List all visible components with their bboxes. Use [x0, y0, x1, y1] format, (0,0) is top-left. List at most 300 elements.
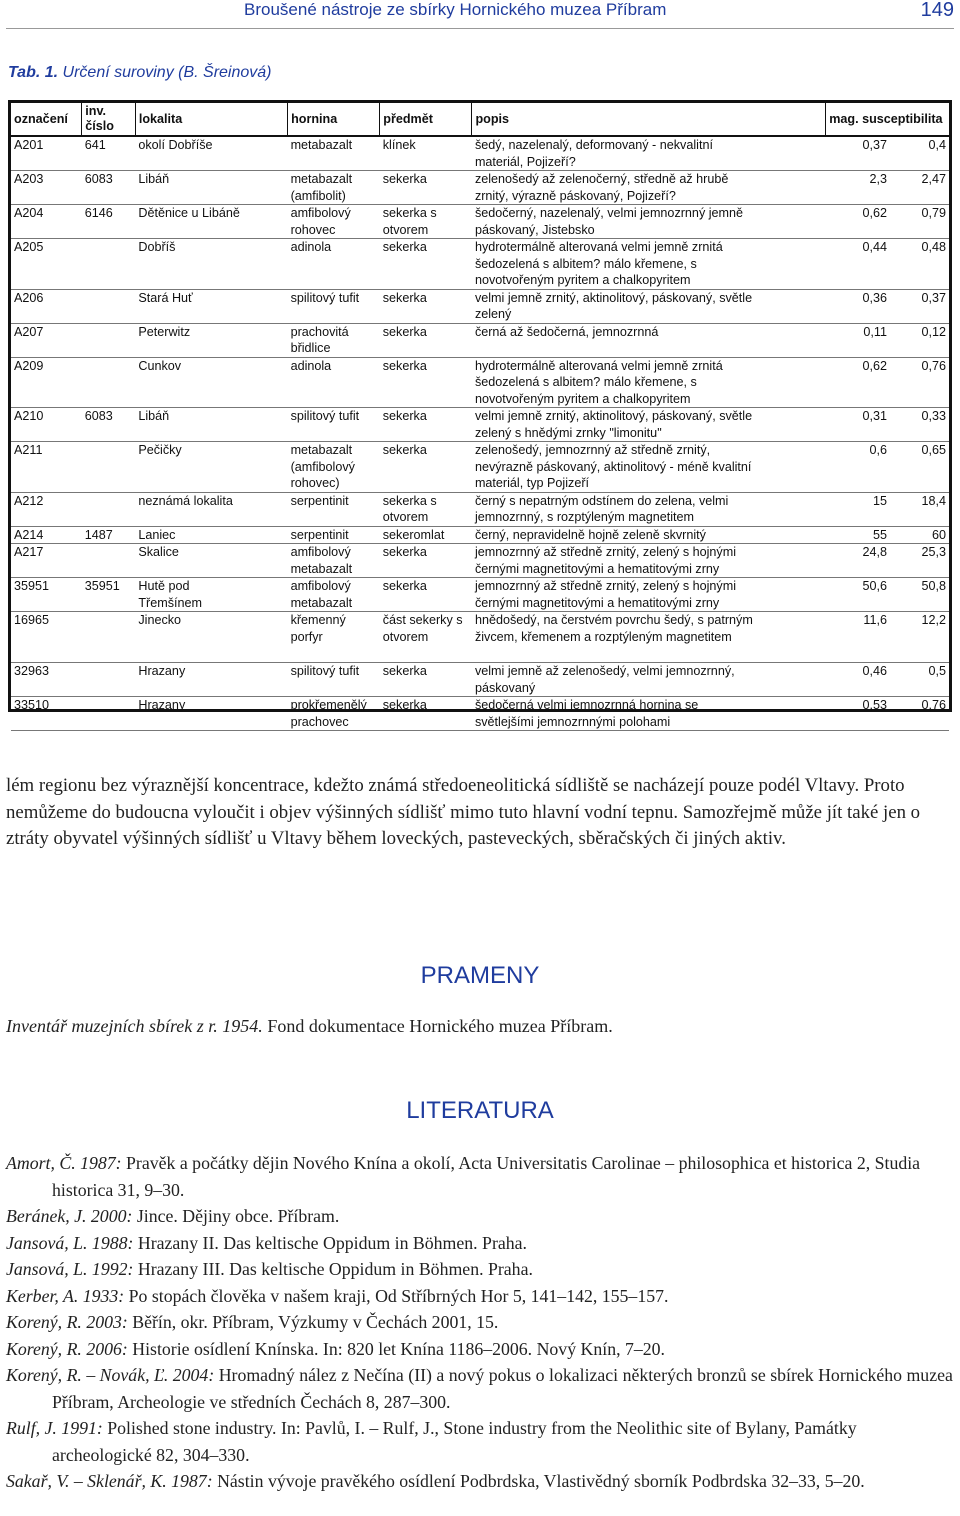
cell-inv-cislo	[82, 205, 136, 239]
cell-line: spilitový tufit	[290, 664, 360, 678]
cell-oznaceni	[11, 578, 82, 612]
cell-inv-cislo	[82, 323, 136, 357]
cell-line: sekerka	[382, 172, 427, 186]
cell-line: Cunkov	[138, 358, 182, 373]
cell-line: 15	[872, 493, 887, 508]
cell-line: sekerka	[382, 240, 427, 254]
cell-line: materiál, Pojizeří?	[474, 154, 576, 169]
cell-line: páskovaný	[474, 680, 536, 695]
cell-hornina	[288, 239, 380, 290]
cell-popis	[472, 205, 826, 239]
cell-line: jemnozrnný až středně zrnitý, zelený s hojnými	[474, 579, 737, 593]
cell-line: prachovitá	[290, 324, 349, 339]
reference-item	[6, 1468, 956, 1495]
cell-line: 35951	[14, 579, 50, 593]
cell-inv-cislo	[82, 357, 136, 408]
source-list	[6, 1016, 613, 1037]
source-item-author: Inventář muzejních sbírek z r. 1954.	[6, 1016, 263, 1036]
cell-line: Jinecko	[138, 613, 182, 627]
cell-inv-cislo	[82, 578, 136, 612]
cell-predmet	[380, 663, 472, 697]
cell-predmet	[380, 289, 472, 323]
cell-line: sekerka s	[382, 493, 437, 508]
cell-predmet	[380, 492, 472, 526]
cell-line: amfibolový	[290, 206, 351, 220]
cell-line: šedočerný, nazelenalý, velmi jemnozrnný jemně	[474, 206, 744, 220]
cell-mag-2	[890, 323, 949, 357]
cell-inv-cislo	[82, 136, 136, 171]
cell-line: sekerka	[382, 409, 427, 423]
cell-popis	[472, 697, 826, 731]
cell-line: sekerka	[382, 698, 427, 712]
cell-line: neznámá lokalita	[138, 493, 233, 508]
cell-line: velmi jemně zrnitý, aktinolitový, páskovaný, světle	[474, 290, 753, 305]
cell-line: černý, nepravidelně hojně zeleně skvrnitý	[474, 527, 706, 542]
cell-popis	[472, 289, 826, 323]
table-row	[11, 205, 949, 239]
cell-line: hnědošedý, na čerstvém povrchu šedý, s patrným	[474, 613, 753, 627]
table-row	[11, 289, 949, 323]
cell-line: Stará Huť	[138, 290, 193, 305]
cell-line: 0,48	[921, 240, 946, 254]
reference-text: Po stopách člověka v našem kraji, Od Stříbrných Hor 5, 141–142, 155–157.	[124, 1285, 669, 1306]
reference-author-year: Jansová, L. 1988:	[6, 1232, 134, 1253]
cell-line: černý s nepatrným odstínem do zelena, velmi	[474, 493, 729, 508]
reference-text: Pravěk a počátky dějin Nového Knína a okolí, Acta Universitatis Carolinae – philosophica et historica 2, Studia historica 31, 9–30.	[52, 1153, 921, 1200]
cell-line: metabazalt	[290, 138, 353, 152]
cell-hornina	[288, 612, 380, 663]
cell-line: 0,65	[921, 443, 946, 457]
body-paragraph: lém regionu bez výraznější koncentrace, kdežto známá středoeneolitická sídliště se nacházejí pouze podél Vltavy. Proto nemůžeme do budoucna vyloučit i objev výšinných sídlišť mimo tuto hlavní vodní tepnu. Samozřejmě může jít také jen o ztráty obyvatel výšinných sídlišť u Vltavy během loveckých, pasteveckých, sběračských či jiných aktiv.	[6, 775, 921, 849]
cell-hornina	[288, 205, 380, 239]
cell-line: A206	[14, 290, 44, 305]
cell-oznaceni	[11, 323, 82, 357]
cell-line: Dobříš	[138, 240, 176, 254]
cell-line: 0,11	[863, 324, 887, 339]
cell-oznaceni	[11, 239, 82, 290]
cell-line: 0,62	[862, 358, 887, 373]
table-body	[11, 136, 949, 731]
cell-mag-2	[890, 578, 949, 612]
cell-line: 6083	[84, 172, 113, 186]
cell-hornina	[288, 526, 380, 544]
cell-line: novotvořeným pyritem a chalkopyritem	[474, 391, 691, 406]
cell-line: Hrazany	[138, 664, 186, 678]
cell-mag-1	[826, 239, 890, 290]
cell-line: Pečičky	[138, 443, 182, 457]
col-header-predmet: předmět	[380, 103, 472, 136]
cell-line: páskovaný, Jistebsko	[474, 222, 595, 237]
cell-lokalita	[135, 526, 287, 544]
reference-author-year: Kerber, A. 1933:	[6, 1285, 125, 1306]
reference-text: Historie osídlení Knínska. In: 820 let Knína 1186–2006. Nový Knín, 7–20.	[127, 1338, 665, 1359]
table-row	[11, 663, 949, 697]
cell-oznaceni	[11, 612, 82, 663]
cell-line: 0,44	[862, 240, 887, 254]
cell-line: Libáň	[138, 172, 170, 186]
reference-text: Hromadný nález z Nečína (II) a nový pokus o lokalizaci některých bronzů se sbírek Hornického muzea Příbram, Archeologie ve středních Čechách 8, 287–300.	[52, 1365, 953, 1412]
col-header-hornina: hornina	[288, 103, 380, 136]
cell-line: 50,6	[862, 579, 887, 593]
cell-line: Třemšínem	[138, 595, 203, 610]
cell-line: 60	[931, 527, 946, 542]
table-row	[11, 697, 949, 731]
cell-line: A209	[14, 358, 44, 373]
page-number: 149	[920, 0, 954, 21]
cell-inv-cislo	[82, 697, 136, 731]
cell-hornina	[288, 442, 380, 493]
cell-mag-2	[890, 492, 949, 526]
table-row	[11, 492, 949, 526]
cell-line: šedozelená s albitem? málo křemene, s	[474, 375, 697, 389]
cell-line: (amfibolový	[290, 459, 355, 474]
table-row	[11, 323, 949, 357]
cell-line: černá až šedočerná, jemnozrnná	[474, 324, 659, 339]
cell-hornina	[288, 289, 380, 323]
cell-line: adinola	[290, 240, 332, 254]
reference-author-year: Korený, R. – Novák, Ľ. 2004:	[6, 1365, 215, 1385]
cell-line: 0,6	[869, 443, 887, 457]
cell-line: sekeromlat	[382, 527, 445, 542]
cell-line: část sekerky s	[382, 613, 463, 627]
table-row	[11, 578, 949, 612]
cell-lokalita	[135, 239, 287, 290]
col-header-lokalita: lokalita	[135, 103, 287, 136]
table-row	[11, 526, 949, 544]
table-caption-label: Tab. 1.	[8, 64, 59, 81]
cell-hornina	[288, 171, 380, 205]
cell-hornina	[288, 578, 380, 612]
cell-predmet	[380, 578, 472, 612]
cell-lokalita	[135, 136, 287, 171]
cell-line: 0,5	[928, 664, 946, 678]
cell-popis	[472, 239, 826, 290]
cell-line: Hutě pod	[138, 579, 190, 593]
cell-line: sekerka	[382, 358, 427, 373]
cell-line: 0,76	[921, 698, 946, 712]
cell-lokalita	[135, 289, 287, 323]
cell-oznaceni	[11, 442, 82, 493]
cell-line: živcem, křemenem a rozptýleným magnetitem	[474, 629, 732, 644]
table-caption	[8, 64, 272, 82]
cell-line: 0,53	[862, 698, 887, 712]
reference-item	[6, 1150, 956, 1203]
cell-line: rohovec	[290, 222, 336, 237]
cell-mag-1	[826, 171, 890, 205]
cell-mag-1	[826, 408, 890, 442]
reference-author-year: Sakař, V. – Sklenář, K. 1987:	[6, 1471, 213, 1491]
cell-inv-cislo	[82, 544, 136, 578]
cell-line: A210	[14, 409, 44, 423]
cell-line: amfibolový	[290, 545, 351, 559]
cell-line: Hrazany	[138, 698, 186, 712]
cell-inv-cislo	[82, 289, 136, 323]
cell-popis	[472, 171, 826, 205]
cell-line: 0,4	[928, 138, 946, 152]
cell-hornina	[288, 136, 380, 171]
cell-line: jemnozrnný, s rozptýleným magnetitem	[474, 510, 695, 524]
cell-mag-2	[890, 612, 949, 663]
cell-line: 16965	[14, 613, 50, 627]
cell-line: otvorem	[382, 629, 429, 644]
cell-hornina	[288, 544, 380, 578]
cell-line: sekerka	[382, 664, 427, 678]
cell-line: (amfibolit)	[290, 188, 346, 203]
cell-lokalita	[135, 442, 287, 493]
cell-line: 55	[872, 527, 887, 542]
cell-mag-2	[890, 136, 949, 171]
cell-mag-1	[826, 442, 890, 493]
cell-popis	[472, 492, 826, 526]
cell-line: Libáň	[138, 409, 170, 423]
cell-line: 0,79	[921, 206, 946, 220]
cell-line: černými magnetitovými a hematitovými zrny	[474, 561, 720, 576]
cell-line: A217	[14, 545, 44, 559]
cell-line: prokřemenělý	[290, 698, 367, 712]
cell-line: A201	[14, 138, 44, 152]
cell-line: spilitový tufit	[290, 409, 360, 423]
cell-line: 11,6	[863, 613, 887, 627]
cell-line: 0,46	[862, 664, 887, 678]
cell-mag-1	[826, 697, 890, 731]
cell-line: 32963	[14, 664, 50, 678]
cell-inv-cislo	[82, 239, 136, 290]
cell-line: jemnozrnný až středně zrnitý, zelený s hojnými	[474, 545, 737, 559]
table-header-row	[11, 103, 949, 136]
col-header-inv-cislo: inv. číslo	[82, 103, 136, 136]
cell-line: 1487	[84, 527, 113, 542]
cell-popis	[472, 323, 826, 357]
cell-line: 35951	[84, 579, 120, 593]
cell-lokalita	[135, 205, 287, 239]
cell-line: zelený s hnědými zrnky "limonitu"	[474, 425, 662, 440]
cell-mag-1	[826, 289, 890, 323]
cell-lokalita	[135, 697, 287, 731]
table-row	[11, 442, 949, 493]
cell-line: 0,76	[921, 358, 946, 373]
cell-line: sekerka	[382, 545, 427, 559]
cell-mag-1	[826, 663, 890, 697]
cell-line: sekerka	[382, 290, 427, 305]
cell-predmet	[380, 171, 472, 205]
cell-hornina	[288, 492, 380, 526]
cell-line: okolí Dobříše	[138, 138, 213, 152]
cell-predmet	[380, 136, 472, 171]
cell-predmet	[380, 526, 472, 544]
cell-predmet	[380, 205, 472, 239]
running-header	[6, 0, 954, 29]
cell-mag-1	[826, 136, 890, 171]
cell-line: Dětěnice u Libáně	[138, 206, 240, 220]
cell-line: A211	[14, 443, 43, 457]
cell-popis	[472, 663, 826, 697]
cell-line: 25,3	[921, 545, 946, 559]
cell-oznaceni	[11, 663, 82, 697]
table-row	[11, 136, 949, 171]
cell-line: Skalice	[138, 545, 179, 559]
cell-predmet	[380, 357, 472, 408]
cell-mag-2	[890, 205, 949, 239]
cell-oznaceni	[11, 171, 82, 205]
table-row	[11, 357, 949, 408]
cell-line: velmi jemně až zelenošedý, velmi jemnozrnný,	[474, 664, 735, 678]
cell-line: 6083	[84, 409, 113, 423]
reference-item	[6, 1362, 956, 1415]
cell-line: sekerka	[382, 443, 427, 457]
cell-line: 2,47	[921, 172, 946, 186]
cell-inv-cislo	[82, 663, 136, 697]
cell-line: 0,12	[921, 324, 946, 339]
cell-line: zrnitý, výrazně páskovaný, Pojizeří?	[474, 188, 676, 203]
reference-list	[6, 1150, 956, 1495]
cell-lokalita	[135, 544, 287, 578]
cell-inv-cislo	[82, 171, 136, 205]
cell-mag-1	[826, 612, 890, 663]
reference-text: Polished stone industry. In: Pavlů, I. – Rulf, J., Stone industry from the Neolithic site of Bylany, Památky archeologické 82, 304–330.	[52, 1418, 857, 1465]
cell-predmet	[380, 239, 472, 290]
cell-lokalita	[135, 408, 287, 442]
cell-popis	[472, 408, 826, 442]
table-row	[11, 544, 949, 578]
reference-text: Hrazany III. Das keltische Oppidum in Böhmen. Praha.	[133, 1259, 533, 1279]
cell-line: břidlice	[290, 341, 331, 355]
material-table	[11, 103, 949, 731]
source-item-text: Fond dokumentace Hornického muzea Příbram.	[262, 1016, 613, 1036]
cell-line: křemenný	[290, 613, 346, 627]
reference-author-year: Beránek, J. 2000:	[6, 1206, 133, 1226]
cell-lokalita	[135, 492, 287, 526]
cell-line: Laniec	[138, 527, 176, 542]
cell-mag-2	[890, 697, 949, 731]
cell-mag-1	[826, 526, 890, 544]
cell-line: 0,37	[862, 138, 887, 152]
cell-inv-cislo	[82, 442, 136, 493]
cell-oznaceni	[11, 408, 82, 442]
cell-oznaceni	[11, 526, 82, 544]
cell-line: porfyr	[290, 629, 323, 644]
cell-line: serpentinit	[290, 493, 349, 508]
cell-mag-1	[826, 205, 890, 239]
section-heading-literatura: LITERATURA	[406, 1097, 554, 1124]
col-header-popis: popis	[472, 103, 826, 136]
cell-line: velmi jemně zrnitý, aktinolitový, páskovaný, světle	[474, 409, 753, 423]
reference-text: Nástin vývoje pravěkého osídlení Podbrdska, Vlastivědný sborník Podbrdska 32–33, 5–20.	[212, 1471, 865, 1491]
cell-line: 33510	[14, 698, 50, 712]
cell-popis	[472, 136, 826, 171]
table-row	[11, 239, 949, 290]
cell-line: 12,2	[921, 613, 946, 627]
cell-line: šedočerná velmi jemnozrnná hornina se	[474, 698, 699, 712]
reference-item	[6, 1256, 956, 1283]
cell-line: 0,36	[862, 290, 887, 305]
cell-line: klínek	[382, 138, 416, 152]
cell-line: černými magnetitovými a hematitovými zrny	[474, 595, 720, 610]
cell-line: šedozelená s albitem? málo křemene, s	[474, 256, 697, 271]
cell-line: hydrotermálně alterovaná velmi jemně zrnitá	[474, 240, 723, 254]
cell-lokalita	[135, 323, 287, 357]
col-header-mag-susceptibilita: mag. susceptibilita	[826, 103, 949, 136]
reference-author-year: Jansová, L. 1992:	[6, 1259, 134, 1279]
cell-line: serpentinit	[290, 527, 349, 542]
cell-predmet	[380, 323, 472, 357]
cell-mag-1	[826, 357, 890, 408]
section-heading-prameny: PRAMENY	[420, 962, 540, 989]
table-row	[11, 408, 949, 442]
cell-line: materiál, typ Pojizeří	[474, 476, 590, 490]
cell-oznaceni	[11, 492, 82, 526]
cell-oznaceni	[11, 544, 82, 578]
cell-inv-cislo	[82, 492, 136, 526]
cell-line: metabazalt	[290, 172, 353, 186]
cell-oznaceni	[11, 697, 82, 731]
cell-oznaceni	[11, 205, 82, 239]
cell-line: sekerka	[382, 324, 427, 339]
reference-author-year: Korený, R. 2003:	[6, 1312, 128, 1332]
cell-mag-2	[890, 408, 949, 442]
cell-line: A205	[14, 240, 44, 254]
cell-lokalita	[135, 357, 287, 408]
cell-line: novotvořeným pyritem a chalkopyritem	[474, 273, 691, 287]
col-header-oznaceni: označení	[11, 103, 82, 136]
cell-line: A212	[14, 493, 44, 508]
cell-hornina	[288, 697, 380, 731]
running-title: Broušené nástroje ze sbírky Hornického muzea Příbram	[244, 0, 667, 19]
reference-author-year: Korený, R. 2006:	[6, 1338, 128, 1359]
cell-mag-2	[890, 357, 949, 408]
cell-line: šedý, nazelenalý, deformovaný - nekvalitní	[474, 138, 713, 152]
cell-line: světlejšími jemnozrnnými polohami	[474, 714, 671, 729]
cell-mag-2	[890, 289, 949, 323]
cell-line: Peterwitz	[138, 324, 191, 339]
reference-item	[6, 1309, 956, 1336]
cell-predmet	[380, 612, 472, 663]
cell-line: 2,3	[869, 172, 887, 186]
cell-oznaceni	[11, 357, 82, 408]
cell-hornina	[288, 408, 380, 442]
reference-text: Hrazany II. Das keltische Oppidum in Böhmen. Praha.	[133, 1232, 527, 1253]
cell-line: rohovec)	[290, 476, 340, 490]
cell-popis	[472, 578, 826, 612]
cell-lokalita	[135, 578, 287, 612]
cell-line: 50,8	[921, 579, 946, 593]
cell-popis	[472, 544, 826, 578]
cell-lokalita	[135, 663, 287, 697]
reference-item	[6, 1230, 956, 1257]
cell-mag-2	[890, 171, 949, 205]
cell-popis	[472, 526, 826, 544]
cell-line: sekerka	[382, 579, 427, 593]
reference-item	[6, 1415, 956, 1468]
cell-line: amfibolový	[290, 579, 351, 593]
cell-mag-2	[890, 526, 949, 544]
cell-hornina	[288, 323, 380, 357]
cell-inv-cislo	[82, 526, 136, 544]
cell-line: metabazalt	[290, 561, 353, 576]
cell-popis	[472, 357, 826, 408]
table-caption-text: Určení suroviny (B. Šreinová)	[62, 64, 272, 81]
cell-mag-1	[826, 578, 890, 612]
cell-line: otvorem	[382, 222, 429, 237]
cell-line: zelenošedý, jemnozrnný až středně zrnitý,	[474, 443, 711, 457]
cell-line: adinola	[290, 358, 332, 373]
cell-popis	[472, 442, 826, 493]
cell-predmet	[380, 544, 472, 578]
cell-line: A204	[14, 206, 44, 220]
cell-oznaceni	[11, 136, 82, 171]
cell-line: 24,8	[862, 545, 887, 559]
cell-line: A214	[14, 527, 44, 542]
reference-text: Běřín, okr. Příbram, Výzkumy v Čechách 2001, 15.	[127, 1312, 499, 1332]
